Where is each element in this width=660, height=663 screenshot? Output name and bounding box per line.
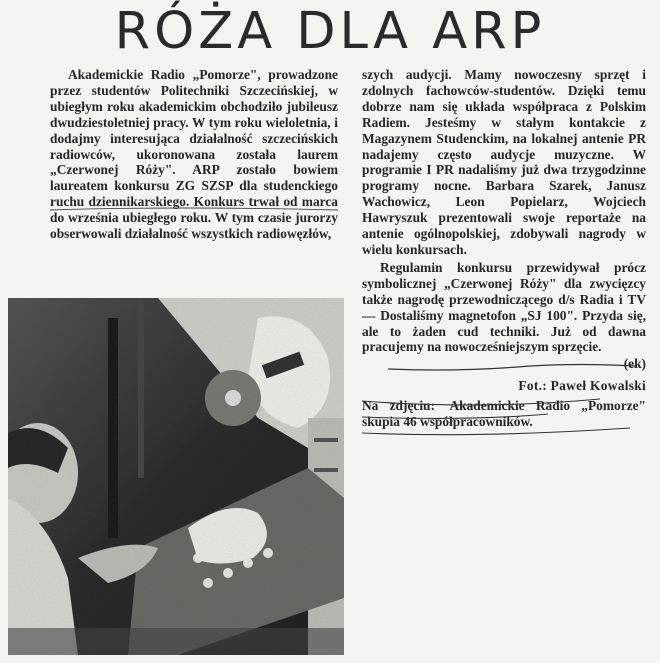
article-paragraph-1: Akademickie Radio „Pomorze", prowadzone przez studentów Politechniki Szczecińskiej, w ubiegłym roku akademickim obchodziło jubileusz dwudziestoletniej pracy. W tym roku wieloletnia, i dodajmy interesująca działalność szczecińskich radiowców, ukoronowana została laurem „Czerwonej Róży". ARP zostało bowiem laureatem konkursu ZG SZSP dla studenckiego ruchu dziennikarskiego. Konkurs trwał od marca do września ubiegłego roku. W tym czasie jurorzy obserwowali działalność wszystkich radiowęzłów, bbox=[50, 67, 338, 242]
caption-text: Akademickie Radio „Pomorze" skupia 46 współpracowników. bbox=[362, 398, 646, 430]
article-photo bbox=[8, 298, 344, 655]
photo-caption bbox=[362, 398, 646, 430]
photo-credit: Fot.: Paweł Kowalski bbox=[518, 378, 646, 394]
article-column-right bbox=[362, 67, 646, 430]
article-paragraph-1-continued: szych audycji. Mamy nowoczesny sprzęt i zdolnych fachowców-studentów. Dzięki temu dobrze nam się układa współpraca z Polskim Radiem. Jesteśmy w stałym kontakcie z Magazynem Studenckim, na lokalnej antenie PR nadajemy często audycje muzyczne. W programie I PR nadaliśmy już dwa trzygodzinne programy nocne. Barbara Szarek, Janusz Wachowicz, Leon Popielarz, Wojciech Hawryszuk prezentowali swoje reportaże na antenie ogólnopolskiej, zdobywali nagrody w wielu konkursach. bbox=[362, 67, 646, 257]
article-paragraph-2: Regulamin konkursu przewidywał prócz symbolicznej „Czerwonej Róży" dla zwycięzcy także nagrodę przewodniczącego d/s Radia i TV — Dostaliśmy magnetofon „SJ 100". Przyda się, ale to żaden cud techniki. Już od dawna pracujemy na nowocześniejszym sprzęcie. bbox=[362, 259, 646, 355]
article-title: RÓŻA DLA ARP bbox=[114, 2, 546, 61]
author-initials: (ek) bbox=[623, 356, 646, 372]
article-column-left bbox=[50, 67, 338, 242]
caption-label: Na zdjęciu: bbox=[362, 398, 435, 414]
photo-radio-studio-image bbox=[8, 298, 344, 655]
